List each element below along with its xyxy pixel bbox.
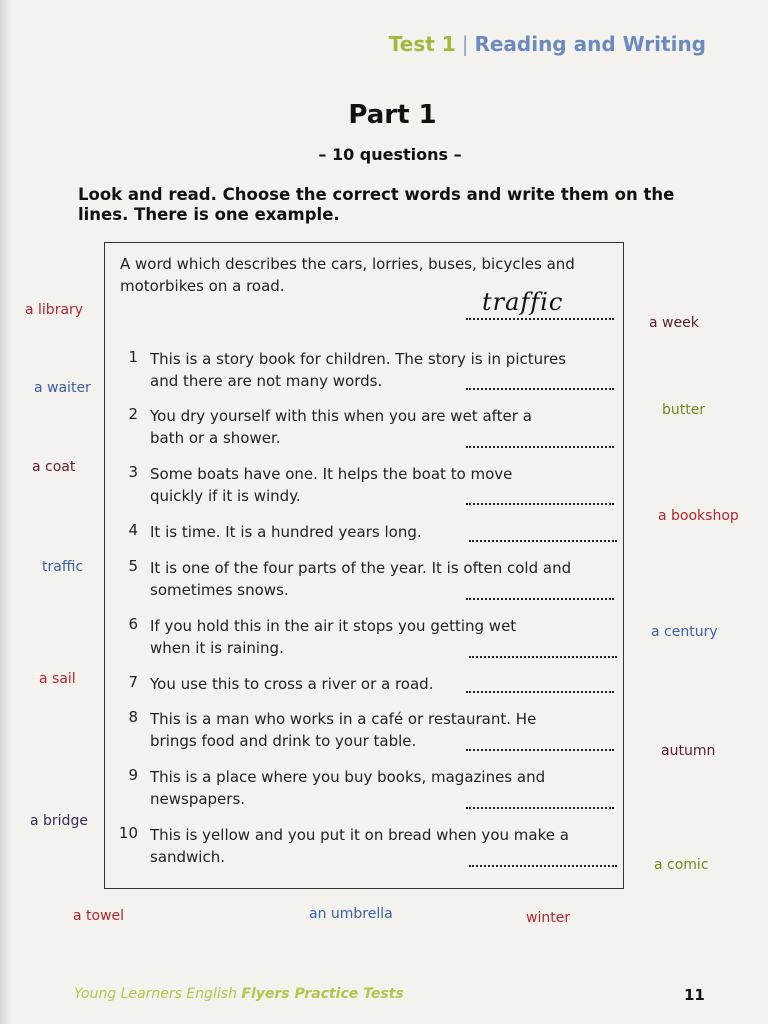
question-number: 4 xyxy=(128,521,138,539)
question-text: It is one of the four parts of the year. It is often cold and sometimes snows. xyxy=(150,559,572,599)
footer-book-title: Flyers Practice Tests xyxy=(241,986,404,1002)
word-bank-item: a waiter xyxy=(34,380,91,396)
answer-line-8[interactable] xyxy=(466,749,614,751)
example-answer: traffic xyxy=(482,288,564,316)
page-number: 11 xyxy=(684,986,705,1004)
part-title: Part 1 xyxy=(348,100,437,130)
answer-line-7[interactable] xyxy=(466,691,614,693)
question-number: 5 xyxy=(128,557,138,575)
word-bank-item: a comic xyxy=(654,857,709,873)
footer-series xyxy=(74,986,404,1002)
question-number: 6 xyxy=(128,615,138,633)
question-text: You use this to cross a river or a road. xyxy=(150,675,434,693)
word-bank-item: a bookshop xyxy=(658,508,739,524)
word-bank-item: winter xyxy=(526,910,571,926)
question-text: Some boats have one. It helps the boat to move quickly if it is windy. xyxy=(150,465,513,505)
question-text: This is a place where you buy books, magazines and newspapers. xyxy=(150,768,546,808)
word-bank-item: a sail xyxy=(39,671,76,687)
word-bank-item: a week xyxy=(649,315,699,331)
part-subtitle: – 10 questions – xyxy=(318,145,462,164)
word-bank-item: an umbrella xyxy=(309,906,393,922)
question-text: If you hold this in the air it stops you getting wet when it is raining. xyxy=(150,617,517,657)
answer-line-6[interactable] xyxy=(469,656,617,658)
answer-line-9[interactable] xyxy=(466,807,614,809)
example-answer-line xyxy=(466,318,614,320)
word-bank-item: autumn xyxy=(661,743,716,759)
answer-line-10[interactable] xyxy=(469,865,617,867)
word-bank-item: butter xyxy=(662,402,706,418)
question-text: You dry yourself with this when you are wet after a bath or a shower. xyxy=(150,407,532,447)
header-separator: | xyxy=(461,32,469,56)
question-number: 2 xyxy=(128,405,138,423)
question-text: This is a man who works in a café or restaurant. He brings food and drink to your table. xyxy=(150,710,537,750)
question-number: 1 xyxy=(128,348,138,366)
word-bank-item: a library xyxy=(25,302,84,318)
example-text: A word which describes the cars, lorries, buses, bicycles and motorbikes on a road. xyxy=(120,255,575,295)
answer-line-3[interactable] xyxy=(466,503,614,505)
instructions: Look and read. Choose the correct words and write them on the lines. There is one example. xyxy=(78,185,675,224)
answer-line-5[interactable] xyxy=(466,598,614,600)
word-bank-item: a towel xyxy=(73,908,125,924)
question-number: 3 xyxy=(128,463,138,481)
footer-series-name: Young Learners English xyxy=(74,986,237,1002)
question-number: 10 xyxy=(118,824,138,842)
answer-line-2[interactable] xyxy=(466,446,614,448)
section-label: Reading and Writing xyxy=(474,32,706,56)
question-number: 9 xyxy=(128,766,138,784)
question-number: 7 xyxy=(128,673,138,691)
answer-line-4[interactable] xyxy=(469,540,617,542)
word-bank-item: a coat xyxy=(32,459,76,475)
word-bank-item: a century xyxy=(651,624,718,640)
answer-line-1[interactable] xyxy=(466,388,614,390)
word-bank-item: traffic xyxy=(42,559,84,575)
question-text: This is yellow and you put it on bread when you make a sandwich. xyxy=(150,826,569,866)
page-header xyxy=(389,32,706,56)
word-bank-item: a bridge xyxy=(30,813,88,829)
question-text: This is a story book for children. The story is in pictures and there are not many words. xyxy=(150,350,567,390)
test-label: Test 1 xyxy=(388,32,456,56)
question-number: 8 xyxy=(128,708,138,726)
question-text: It is time. It is a hundred years long. xyxy=(150,523,422,541)
